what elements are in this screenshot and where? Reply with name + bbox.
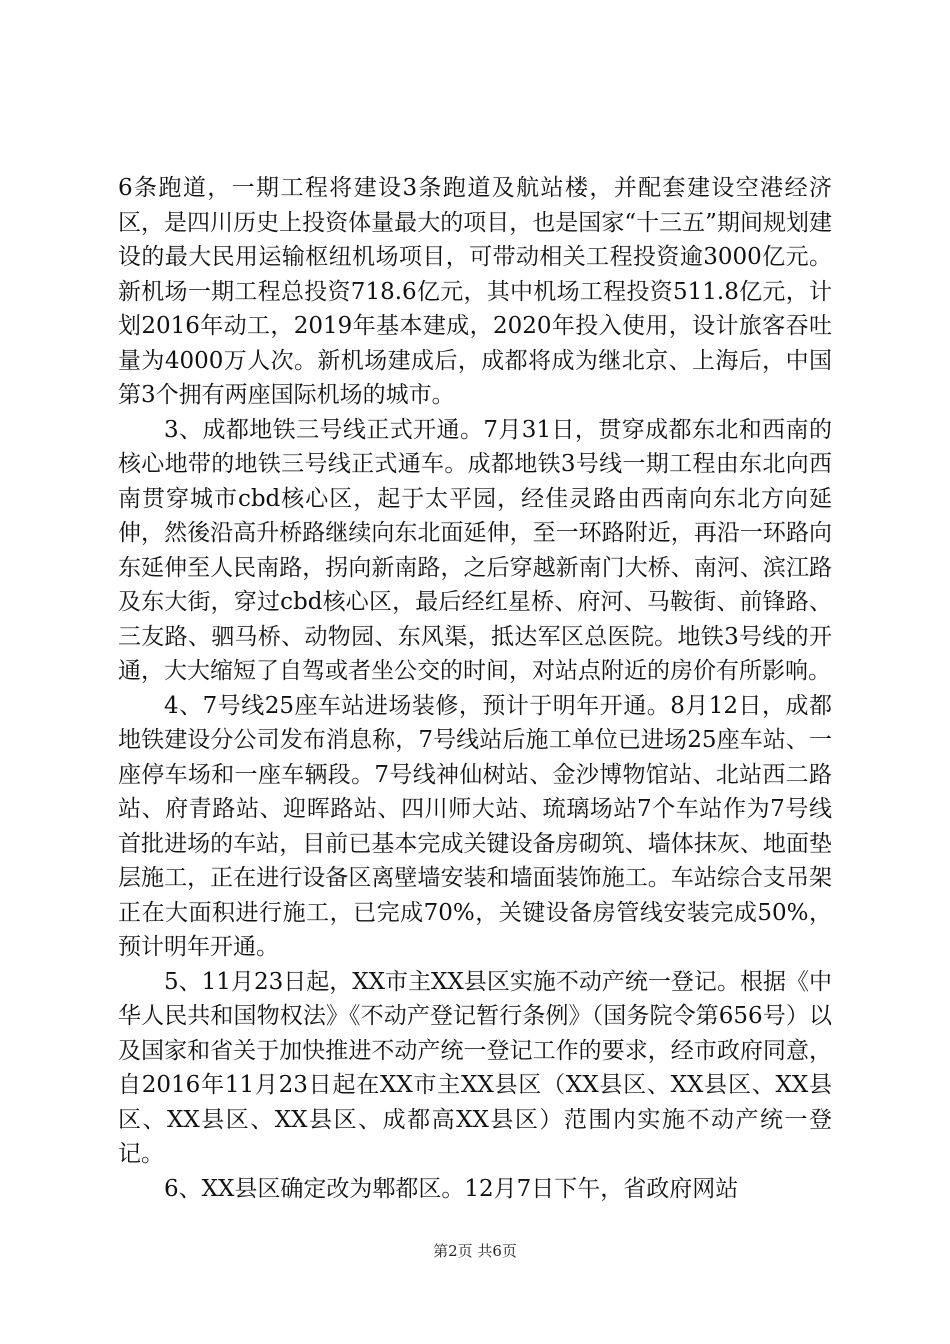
paragraph-pidu-district: 6、XX县区确定改为郫都区。12月7日下午，省政府网站 [164, 1175, 739, 1202]
document-body [118, 171, 832, 1206]
paragraph-airport: 6条跑道，一期工程将建设3条跑道及航站楼，并配套建设空港经济区，是四川历史上投资体量最大的项目，也是国家“十三五”期间规划建设的最大民用运输枢纽机场项目，可带动相关工程投资逾3000亿元。新机场一期工程总投资718.6亿元，其中机场工程投资511.8亿元，计划2016年动工，2019年基本建成，2020年投入使用，设计旅客吞吐量为4000万人次。新机场建成后，成都将成为继北京、上海后，中国第3个拥有两座国际机场的城市。 [118, 175, 832, 408]
paragraph-property-registration: 5、11月23日起，XX市主XX县区实施不动产统一登记。根据《中华人民共和国物权法》《不动产登记暂行条例》（国务院令第656号）以及国家和省关于加快推进不动产统一登记工作的要求，经市政府同意，自2016年11月23日起在XX市主XX县区（XX县区、XX县区、XX县区、XX县区、XX县区、成都高XX县区）范围内实施不动产统一登记。 [118, 968, 832, 1167]
paragraph-metro-line-7: 4、7号线25座车站进场装修，预计于明年开通。8月12日，成都地铁建设分公司发布消息称，7号线站后施工单位已进场25座车站、一座停车场和一座车辆段。7号线神仙树站、金沙博物馆站、北站西二路站、府青路站、迎晖路站、四川师大站、琉璃场站7个车站作为7号线首批进场的车站，目前已基本完成关键设备房砌筑、墙体抹灰、地面垫层施工，正在进行设备区离壁墙安装和墙面装饰施工。车站综合支吊架正在大面积进行施工，已完成70%，关键设备房管线安装完成50%，预计明年开通。 [118, 692, 832, 960]
paragraph-metro-line-3: 3、成都地铁三号线正式开通。7月31日，贯穿成都东北和西南的核心地带的地铁三号线正式通车。成都地铁3号线一期工程由东北向西南贯穿城市cbd核心区，起于太平园，经佳灵路由西南向东北方向延伸，然後沿高升桥路继续向东北面延伸，至一环路附近，再沿一环路向东延伸至人民南路，拐向新南路，之后穿越新南门大桥、南河、滨江路及东大街，穿过cbd核心区，最后经红星桥、府河、马鞍街、前锋路、三友路、驷马桥、动物园、东风渠，抵达军区总医院。地铁3号线的开通，大大缩短了自驾或者坐公交的时间，对站点附近的房价有所影响。 [118, 416, 832, 684]
page-number-footer: 第2页 共6页 [433, 1242, 517, 1260]
